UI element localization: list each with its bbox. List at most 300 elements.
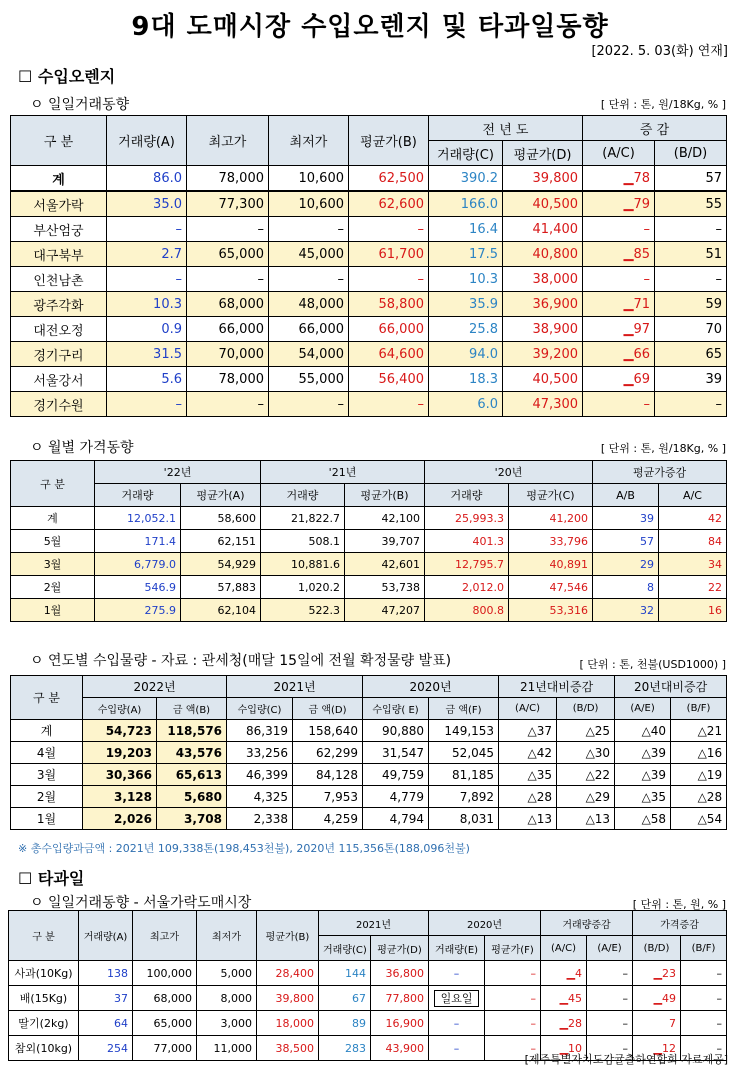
table-row xyxy=(11,553,727,576)
y-header-bd: (B/D) xyxy=(557,698,615,720)
source-credit: [제주특별자치도감귤출하연합회 자료제공] xyxy=(524,1053,728,1066)
low-cell: 5,000 xyxy=(197,961,257,986)
bd-cell: 59 xyxy=(655,292,727,317)
ab-cell: 39 xyxy=(593,507,659,530)
ab-cell: 8 xyxy=(593,576,659,599)
prev-avg-cell: 47,300 xyxy=(503,392,583,417)
y-header-2020: 2020년 xyxy=(363,676,499,698)
header-low: 최저가 xyxy=(269,116,349,166)
d-cell: 62,299 xyxy=(293,742,363,764)
high-cell: 78,000 xyxy=(187,367,269,392)
ac-cell: – xyxy=(583,217,655,242)
row-label: 3월 xyxy=(11,764,83,786)
header-volume: 거래량(A) xyxy=(107,116,187,166)
row-label: 경기수원 xyxy=(11,392,107,417)
m-header-ab: A/B xyxy=(593,484,659,507)
a-cell: 3,128 xyxy=(83,786,157,808)
avg-cell: 62,600 xyxy=(349,191,429,217)
vol2021-cell: 144 xyxy=(319,961,371,986)
a-cell: 30,366 xyxy=(83,764,157,786)
prev-avg-cell: 38,000 xyxy=(503,267,583,292)
table-row xyxy=(11,507,727,530)
ac-cell: ▁10 xyxy=(541,1036,587,1061)
b-cell: 65,613 xyxy=(157,764,227,786)
row-label: 인천남촌 xyxy=(11,267,107,292)
b-cell: 3,708 xyxy=(157,808,227,830)
row-label: 서울가락 xyxy=(11,191,107,217)
bf-cell: △54 xyxy=(671,808,727,830)
avg20-cell: 40,891 xyxy=(509,553,593,576)
y-header-bf: (B/F) xyxy=(671,698,727,720)
high-cell: 78,000 xyxy=(187,166,269,192)
table-row xyxy=(11,742,727,764)
bf-cell: △19 xyxy=(671,764,727,786)
high-cell: 77,000 xyxy=(133,1036,197,1061)
avg-cell: 39,800 xyxy=(257,986,319,1011)
table-row xyxy=(11,166,727,192)
m-header-vol22: 거래량 xyxy=(95,484,181,507)
bf-cell: – xyxy=(681,961,727,986)
c-cell: 4,325 xyxy=(227,786,293,808)
table-row xyxy=(9,1011,727,1036)
ac-cell: △35 xyxy=(499,764,557,786)
header-avg: 평균가(B) xyxy=(349,116,429,166)
avg20-cell: 47,546 xyxy=(509,576,593,599)
b-cell: 43,576 xyxy=(157,742,227,764)
ac-cell: – xyxy=(583,267,655,292)
table-row xyxy=(11,786,727,808)
y-header-c20: 20년대비증감 xyxy=(615,676,727,698)
vol22-cell: 12,052.1 xyxy=(95,507,181,530)
ac-cell: ▁78 xyxy=(583,166,655,192)
o-header-bf: (B/F) xyxy=(681,936,727,961)
avg21-cell: 47,207 xyxy=(345,599,425,622)
table-row xyxy=(11,720,727,742)
avg2021-cell: 77,800 xyxy=(371,986,429,1011)
ac-cell: △13 xyxy=(499,808,557,830)
o-header-avg: 평균가(B) xyxy=(257,911,319,961)
low-cell: 66,000 xyxy=(269,317,349,342)
vol20-cell: 2,012.0 xyxy=(425,576,509,599)
ac-cell: 22 xyxy=(659,576,727,599)
monthly-unit: [ 단위 : 톤, 원/18Kg, % ] xyxy=(600,442,726,455)
avg22-cell: 62,104 xyxy=(181,599,261,622)
prev-avg-cell: 36,900 xyxy=(503,292,583,317)
high-cell: 70,000 xyxy=(187,342,269,367)
d-cell: 4,259 xyxy=(293,808,363,830)
volume-cell: 37 xyxy=(79,986,133,1011)
ab-cell: 29 xyxy=(593,553,659,576)
high-cell: – xyxy=(187,217,269,242)
table-row xyxy=(11,317,727,342)
prev-volume-cell: 35.9 xyxy=(429,292,503,317)
volume-cell: – xyxy=(107,217,187,242)
low-cell: 54,000 xyxy=(269,342,349,367)
avg-cell: – xyxy=(349,217,429,242)
bd-cell: △25 xyxy=(557,720,615,742)
prev-volume-cell: 17.5 xyxy=(429,242,503,267)
avg22-cell: 62,151 xyxy=(181,530,261,553)
bf-cell: – xyxy=(681,986,727,1011)
bd-cell: 70 xyxy=(655,317,727,342)
y-header-c21: 21년대비증감 xyxy=(499,676,615,698)
f-cell: 149,153 xyxy=(429,720,499,742)
avg2020-cell: – xyxy=(485,986,541,1011)
volume-cell: 86.0 xyxy=(107,166,187,192)
row-label: 서울강서 xyxy=(11,367,107,392)
table-row xyxy=(11,191,727,217)
others-subtitle: ㅇ 일일거래동향 - 서울가락도매시장 xyxy=(30,895,252,911)
holiday-label: 일요일 xyxy=(434,990,480,1007)
table-row xyxy=(11,342,727,367)
section-others-title: ☐ 타과일 xyxy=(18,869,85,888)
ac-cell: △28 xyxy=(499,786,557,808)
low-cell: 3,000 xyxy=(197,1011,257,1036)
o-header-avgd: 평균가(D) xyxy=(371,936,429,961)
table-row xyxy=(11,599,727,622)
high-cell: 65,000 xyxy=(187,242,269,267)
low-cell: 8,000 xyxy=(197,986,257,1011)
avg21-cell: 39,707 xyxy=(345,530,425,553)
low-cell: – xyxy=(269,392,349,417)
row-label: 참외(10kg) xyxy=(9,1036,79,1061)
c-cell: 86,319 xyxy=(227,720,293,742)
avg-cell: 61,700 xyxy=(349,242,429,267)
header-prev-avg: 평균가(D) xyxy=(503,141,583,166)
y-header-qa: 수입량(A) xyxy=(83,698,157,720)
bd-cell: – xyxy=(655,267,727,292)
a-cell: 54,723 xyxy=(83,720,157,742)
prev-volume-cell: 18.3 xyxy=(429,367,503,392)
header-bd: (B/D) xyxy=(655,141,727,166)
volume-cell: 254 xyxy=(79,1036,133,1061)
ac-cell: – xyxy=(583,392,655,417)
high-cell: 100,000 xyxy=(133,961,197,986)
avg2020-cell: – xyxy=(485,961,541,986)
o-header-ac: (A/C) xyxy=(541,936,587,961)
header-prev-volume: 거래량(C) xyxy=(429,141,503,166)
row-label: 5월 xyxy=(11,530,95,553)
avg-cell: 62,500 xyxy=(349,166,429,192)
ae-cell: – xyxy=(587,1036,633,1061)
vol21-cell: 1,020.2 xyxy=(261,576,345,599)
bd-cell: ▁12 xyxy=(633,1036,681,1061)
row-label: 계 xyxy=(11,507,95,530)
avg2020-cell: – xyxy=(485,1011,541,1036)
ac-cell: 84 xyxy=(659,530,727,553)
orange-daily-table xyxy=(10,115,727,417)
ae-cell: – xyxy=(587,961,633,986)
page-title: 9대 도매시장 수입오렌지 및 타과일동향 xyxy=(131,12,609,42)
monthly-subtitle: ㅇ 월별 가격동향 xyxy=(30,440,134,456)
ac-cell: 16 xyxy=(659,599,727,622)
o-header-volchg: 거래량증감 xyxy=(541,911,633,936)
m-header-ac: A/C xyxy=(659,484,727,507)
o-header-avgf: 평균가(F) xyxy=(485,936,541,961)
vol21-cell: 21,822.7 xyxy=(261,507,345,530)
yearly-unit: [ 단위 : 톤, 천불(USD1000) ] xyxy=(579,658,726,671)
prev-volume-cell: 25.8 xyxy=(429,317,503,342)
low-cell: 11,000 xyxy=(197,1036,257,1061)
avg2020-cell: – xyxy=(485,1036,541,1061)
orange-yearly-table xyxy=(10,675,727,830)
avg22-cell: 58,600 xyxy=(181,507,261,530)
bf-cell: – xyxy=(681,1036,727,1061)
m-header-gubun: 구 분 xyxy=(11,461,95,507)
vol20-cell: 401.3 xyxy=(425,530,509,553)
table-row xyxy=(11,267,727,292)
avg-cell: 38,500 xyxy=(257,1036,319,1061)
vol2020-cell: – xyxy=(429,1011,485,1036)
vol2021-cell: 67 xyxy=(319,986,371,1011)
ac-cell: 42 xyxy=(659,507,727,530)
low-cell: – xyxy=(269,267,349,292)
avg22-cell: 54,929 xyxy=(181,553,261,576)
others-unit: [ 단위 : 톤, 원, % ] xyxy=(632,898,726,911)
bd-cell: – xyxy=(655,392,727,417)
avg-cell: 58,800 xyxy=(349,292,429,317)
prev-volume-cell: 6.0 xyxy=(429,392,503,417)
prev-avg-cell: 39,200 xyxy=(503,342,583,367)
vol22-cell: 171.4 xyxy=(95,530,181,553)
vol21-cell: 10,881.6 xyxy=(261,553,345,576)
m-header-vol21: 거래량 xyxy=(261,484,345,507)
avg-cell: 66,000 xyxy=(349,317,429,342)
e-cell: 90,880 xyxy=(363,720,429,742)
high-cell: 68,000 xyxy=(133,986,197,1011)
avg20-cell: 33,796 xyxy=(509,530,593,553)
a-cell: 2,026 xyxy=(83,808,157,830)
prev-volume-cell: 166.0 xyxy=(429,191,503,217)
e-cell: 31,547 xyxy=(363,742,429,764)
high-cell: 65,000 xyxy=(133,1011,197,1036)
y-header-2021: 2021년 xyxy=(227,676,363,698)
bd-cell: △13 xyxy=(557,808,615,830)
bd-cell: – xyxy=(655,217,727,242)
avg20-cell: 53,316 xyxy=(509,599,593,622)
o-header-2021: 2021년 xyxy=(319,911,429,936)
ac-cell: ▁4 xyxy=(541,961,587,986)
y-header-2022: 2022년 xyxy=(83,676,227,698)
prev-avg-cell: 39,800 xyxy=(503,166,583,192)
bd-cell: ▁49 xyxy=(633,986,681,1011)
high-cell: 77,300 xyxy=(187,191,269,217)
table-row xyxy=(11,576,727,599)
ab-cell: 57 xyxy=(593,530,659,553)
avg-cell: 18,000 xyxy=(257,1011,319,1036)
daily-subtitle: ㅇ 일일거래동향 xyxy=(30,97,130,113)
y-header-gubun: 구 분 xyxy=(11,676,83,720)
y-header-amtf: 금 액(F) xyxy=(429,698,499,720)
ac-cell: ▁66 xyxy=(583,342,655,367)
bd-cell: △29 xyxy=(557,786,615,808)
low-cell: 48,000 xyxy=(269,292,349,317)
avg21-cell: 42,601 xyxy=(345,553,425,576)
vol20-cell: 12,795.7 xyxy=(425,553,509,576)
header-gubun: 구 분 xyxy=(11,116,107,166)
ac-cell: △37 xyxy=(499,720,557,742)
o-header-volc: 거래량(C) xyxy=(319,936,371,961)
avg2021-cell: 16,900 xyxy=(371,1011,429,1036)
vol2020-cell: – xyxy=(429,961,485,986)
bd-cell: 65 xyxy=(655,342,727,367)
ae-cell: △40 xyxy=(615,720,671,742)
avg21-cell: 42,100 xyxy=(345,507,425,530)
y-header-ae: (A/E) xyxy=(615,698,671,720)
orange-monthly-table xyxy=(10,460,727,622)
f-cell: 7,892 xyxy=(429,786,499,808)
high-cell: 66,000 xyxy=(187,317,269,342)
o-header-vole: 거래량(E) xyxy=(429,936,485,961)
bd-cell: △30 xyxy=(557,742,615,764)
c-cell: 33,256 xyxy=(227,742,293,764)
row-label: 1월 xyxy=(11,808,83,830)
prev-volume-cell: 16.4 xyxy=(429,217,503,242)
m-header-chg: 평균가증감 xyxy=(593,461,727,484)
high-cell: – xyxy=(187,392,269,417)
vol20-cell: 800.8 xyxy=(425,599,509,622)
b-cell: 5,680 xyxy=(157,786,227,808)
volume-cell: 31.5 xyxy=(107,342,187,367)
vol2021-cell: 89 xyxy=(319,1011,371,1036)
avg2021-cell: 36,800 xyxy=(371,961,429,986)
low-cell: 10,600 xyxy=(269,191,349,217)
volume-cell: 64 xyxy=(79,1011,133,1036)
vol22-cell: 6,779.0 xyxy=(95,553,181,576)
m-header-21: '21년 xyxy=(261,461,425,484)
row-label: 2월 xyxy=(11,576,95,599)
bf-cell: △21 xyxy=(671,720,727,742)
row-label: 대전오정 xyxy=(11,317,107,342)
o-header-high: 최고가 xyxy=(133,911,197,961)
ae-cell: △35 xyxy=(615,786,671,808)
row-label: 부산엄궁 xyxy=(11,217,107,242)
ac-cell: ▁69 xyxy=(583,367,655,392)
m-header-avgB: 평균가(B) xyxy=(345,484,425,507)
row-label: 1월 xyxy=(11,599,95,622)
yearly-subtitle: ㅇ 연도별 수입물량 - 자료 : 관세청(매달 15일에 전월 확정물량 발표) xyxy=(30,653,452,669)
volume-cell: 0.9 xyxy=(107,317,187,342)
prev-avg-cell: 40,500 xyxy=(503,191,583,217)
d-cell: 158,640 xyxy=(293,720,363,742)
yearly-note: ※ 총수입량과금액 : 2021년 109,338톤(198,453천불), 2020년 115,356톤(188,096천불) xyxy=(18,842,470,855)
vol21-cell: 508.1 xyxy=(261,530,345,553)
o-header-2020: 2020년 xyxy=(429,911,541,936)
row-label: 계 xyxy=(11,166,107,192)
table-row xyxy=(11,367,727,392)
e-cell: 4,779 xyxy=(363,786,429,808)
volume-cell: – xyxy=(107,267,187,292)
ab-cell: 32 xyxy=(593,599,659,622)
bd-cell: 55 xyxy=(655,191,727,217)
avg-cell: 56,400 xyxy=(349,367,429,392)
y-header-amtd: 금 액(D) xyxy=(293,698,363,720)
o-header-gubun: 구 분 xyxy=(9,911,79,961)
c-cell: 46,399 xyxy=(227,764,293,786)
ae-cell: △39 xyxy=(615,764,671,786)
prev-volume-cell: 94.0 xyxy=(429,342,503,367)
prev-avg-cell: 38,900 xyxy=(503,317,583,342)
a-cell: 19,203 xyxy=(83,742,157,764)
table-row xyxy=(11,292,727,317)
ae-cell: △58 xyxy=(615,808,671,830)
row-label: 사과(10Kg) xyxy=(9,961,79,986)
row-label: 배(15Kg) xyxy=(9,986,79,1011)
vol22-cell: 275.9 xyxy=(95,599,181,622)
bd-cell: 51 xyxy=(655,242,727,267)
table-row xyxy=(11,530,727,553)
section-orange-title: ☐ 수입오렌지 xyxy=(18,67,116,86)
ac-cell: 34 xyxy=(659,553,727,576)
bf-cell: △16 xyxy=(671,742,727,764)
avg20-cell: 41,200 xyxy=(509,507,593,530)
report-date: [2022. 5. 03(화) 연재] xyxy=(591,44,728,59)
d-cell: 7,953 xyxy=(293,786,363,808)
b-cell: 118,576 xyxy=(157,720,227,742)
bd-cell: △22 xyxy=(557,764,615,786)
m-header-20: '20년 xyxy=(425,461,593,484)
table-row xyxy=(11,217,727,242)
prev-avg-cell: 40,800 xyxy=(503,242,583,267)
row-label: 대구북부 xyxy=(11,242,107,267)
y-header-amtb: 금 액(B) xyxy=(157,698,227,720)
vol2020-cell xyxy=(429,986,485,1011)
bd-cell: 39 xyxy=(655,367,727,392)
ae-cell: – xyxy=(587,986,633,1011)
bd-cell: ▁23 xyxy=(633,961,681,986)
f-cell: 52,045 xyxy=(429,742,499,764)
m-header-avgA: 평균가(A) xyxy=(181,484,261,507)
table-row xyxy=(9,986,727,1011)
vol2020-cell: – xyxy=(429,1036,485,1061)
bd-cell: 57 xyxy=(655,166,727,192)
e-cell: 49,759 xyxy=(363,764,429,786)
o-header-vol: 거래량(A) xyxy=(79,911,133,961)
volume-cell: 5.6 xyxy=(107,367,187,392)
avg-cell: – xyxy=(349,267,429,292)
ac-cell: ▁28 xyxy=(541,1011,587,1036)
table-row xyxy=(11,242,727,267)
f-cell: 8,031 xyxy=(429,808,499,830)
header-ac: (A/C) xyxy=(583,141,655,166)
table-row xyxy=(11,764,727,786)
low-cell: 45,000 xyxy=(269,242,349,267)
low-cell: 55,000 xyxy=(269,367,349,392)
volume-cell: 2.7 xyxy=(107,242,187,267)
ac-cell: ▁85 xyxy=(583,242,655,267)
prev-volume-cell: 10.3 xyxy=(429,267,503,292)
others-daily-table xyxy=(8,910,727,1061)
volume-cell: 138 xyxy=(79,961,133,986)
ac-cell: ▁71 xyxy=(583,292,655,317)
e-cell: 4,794 xyxy=(363,808,429,830)
vol2021-cell: 283 xyxy=(319,1036,371,1061)
avg-cell: 64,600 xyxy=(349,342,429,367)
o-header-bd: (B/D) xyxy=(633,936,681,961)
bf-cell: △28 xyxy=(671,786,727,808)
m-header-22: '22년 xyxy=(95,461,261,484)
row-label: 2월 xyxy=(11,786,83,808)
ac-cell: ▁97 xyxy=(583,317,655,342)
prev-volume-cell: 390.2 xyxy=(429,166,503,192)
y-header-qe: 수입량( E) xyxy=(363,698,429,720)
row-label: 광주각화 xyxy=(11,292,107,317)
avg-cell: 28,400 xyxy=(257,961,319,986)
high-cell: – xyxy=(187,267,269,292)
table-row xyxy=(11,392,727,417)
d-cell: 84,128 xyxy=(293,764,363,786)
ae-cell: – xyxy=(587,1011,633,1036)
